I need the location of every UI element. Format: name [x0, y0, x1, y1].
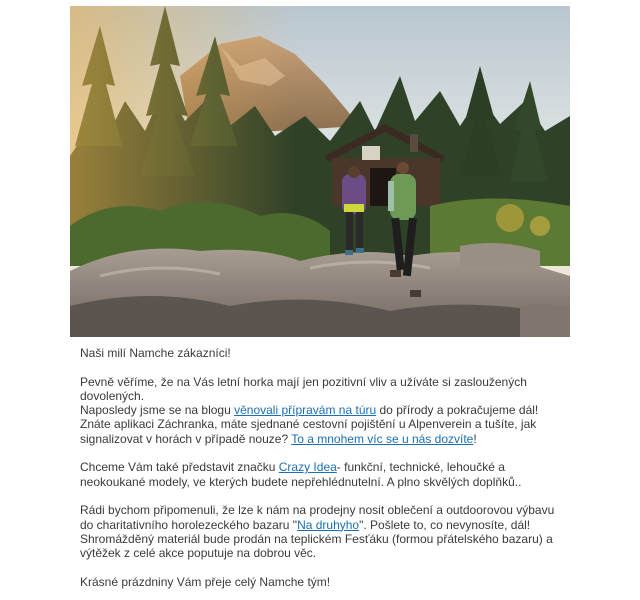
learn-more-link[interactable]: To a mnohem víc se u nás dozvíte	[291, 431, 474, 446]
blog-text-after: do přírody a pokračujeme dál!	[376, 403, 539, 418]
hiking-photo-icon	[70, 6, 570, 337]
crazy-idea-link[interactable]: Crazy Idea	[278, 460, 337, 475]
greeting: Naši milí Namche zákazníci!	[80, 346, 231, 360]
intro-line: Pevně věříme, že na Vás letní horka mají jen pozitivní vliv a užíváte si zasloužených dovolených.	[80, 374, 527, 403]
hero-image	[70, 6, 570, 337]
paragraph-intro	[80, 375, 555, 446]
brand-text-after: - funkční, technické, lehoučké a neokoukané modely, ve kterých budete nepřehlédnutelní. A plno skvělých doplňků..	[80, 460, 522, 489]
blog-text-before: Naposledy jsme se na blogu	[80, 403, 235, 418]
paragraph-bazaar	[80, 503, 555, 560]
app-text: Znáte aplikaci Záchranka, máte sjednané cestovní pojištění u Alpenverein a tušíte, jak signalizovat v horách v případě nouze?	[80, 417, 537, 446]
email-body	[80, 346, 555, 600]
bazaar-text-after: ". Pošlete to, co nevynosíte, dál! Shromážděný materiál bude prodán na teplickém Fesťáku (formou přátelského bazaru) a výtěžek z celé akce poputuje na dobrou věc.	[80, 517, 553, 561]
blog-link[interactable]: věnovali přípravám na túru	[234, 403, 377, 418]
bazaar-link[interactable]: Na druhyho	[297, 517, 360, 532]
closing-line: Krásné prázdniny Vám přeje celý Namche tým!	[80, 574, 331, 589]
learn-more-after: !	[473, 431, 477, 446]
bazaar-text-before: Rádi bychom připomenuli, že lze k nám na prodejny nosit oblečení a outdoorovou výbavu do charitativního horolezeckého bazaru "	[80, 503, 555, 532]
paragraph-brand	[80, 460, 555, 489]
brand-text-before: Chceme Vám také představit značku	[80, 460, 279, 475]
